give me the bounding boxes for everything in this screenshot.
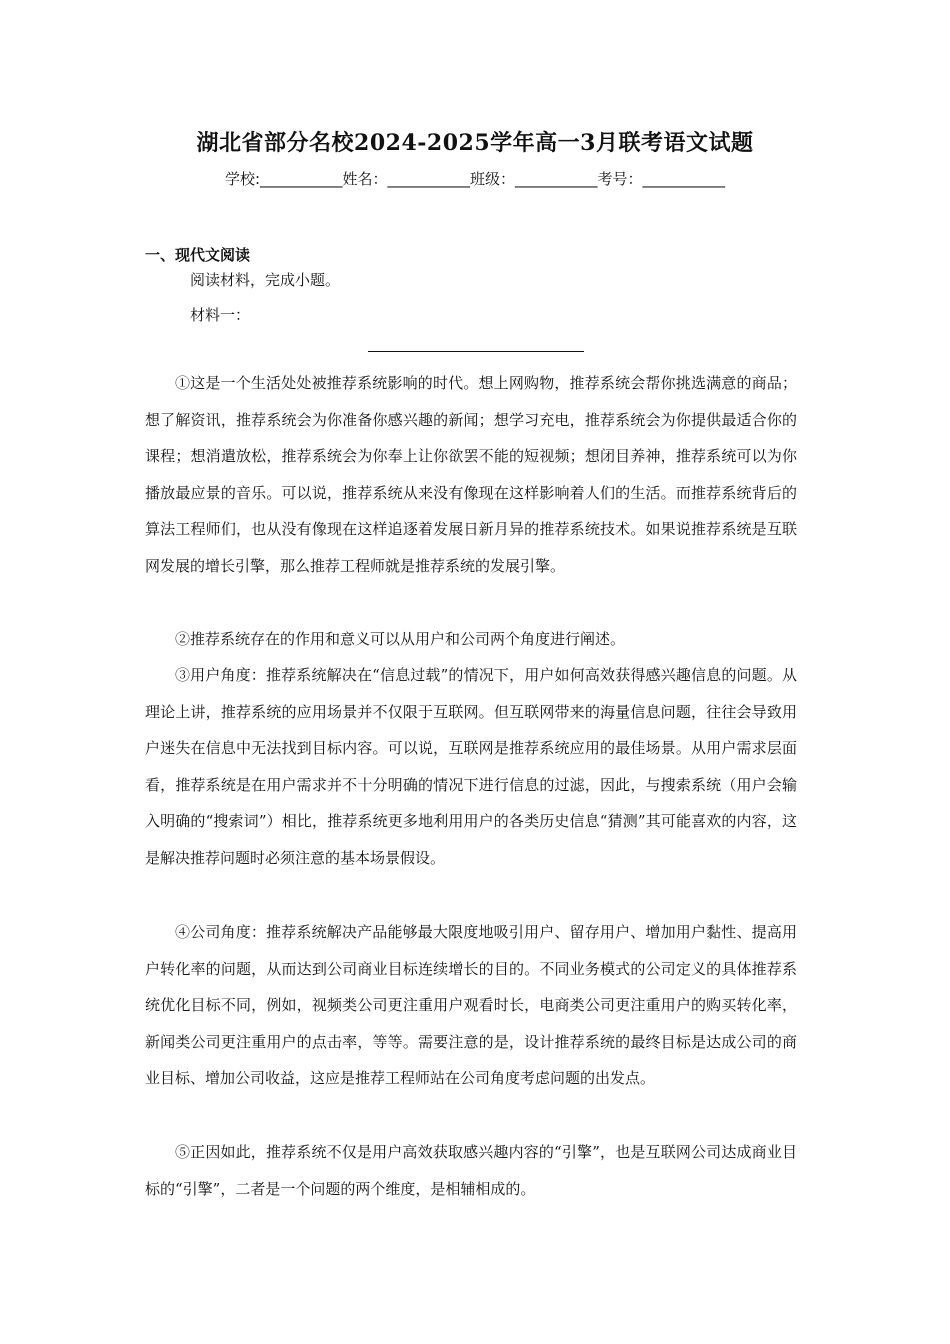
material-label: 材料一： xyxy=(190,306,251,324)
paragraph-2: ②推荐系统存在的作用和意义可以从用户和公司两个角度进行阐述。 xyxy=(175,630,626,648)
exam-title: 湖北省部分名校2024-2025学年高一3月联考语文试题 xyxy=(196,130,754,156)
paragraph-5: ⑤正因如此，推荐系统不仅是用户高效获取感兴趣内容的“引擎”，也是互联网公司达成商业目标的“引擎”，二者是一个问题的两个维度，是相辅相成的。 xyxy=(145,1143,797,1198)
student-info-line: 学校:___________姓名：___________班级：___________考号：___________ xyxy=(224,170,726,188)
paragraph-4: ④公司角度：推荐系统解决产品能够最大限度地吸引用户、留存用户、增加用户黏性、提高用户转化率的问题，从而达到公司商业目标连续增长的目的。不同业务模式的公司定义的具体推荐系统优化目标不同，例如，视频类公司更注重用户观看时长，电商类公司更注重用户的购买转化率，新闻类公司更注重用户的点击率，等等。需要注意的是，设计推荐系统的最终目标是达成公司的商业目标、增加公司收益，这应是推荐工程师站在公司角度考虑问题的出发点。 xyxy=(145,923,797,1088)
reading-instruction: 阅读材料，完成小题。 xyxy=(190,271,341,289)
material-title-blank-line xyxy=(368,351,584,352)
section-heading: 一、现代文阅读 xyxy=(145,246,251,264)
paragraph-3: ③用户角度：推荐系统解决在“信息过载”的情况下，用户如何高效获得感兴趣信息的问题。从理论上讲，推荐系统的应用场景并不仅限于互联网。但互联网带来的海量信息问题，往往会导致用户迷失在信息中无法找到目标内容。可以说，互联网是推荐系统应用的最佳场景。从用户需求层面看，推荐系统是在用户需求并不十分明确的情况下进行信息的过滤，因此，与搜索系统（用户会输入明确的“搜索词”）相比，推荐系统更多地利用用户的各类历史信息“猜测”其可能喜欢的内容，这是解决推荐问题时必须注意的基本场景假设。 xyxy=(145,666,797,867)
paragraph-1: ①这是一个生活处处被推荐系统影响的时代。想上网购物，推荐系统会帮你挑选满意的商品；想了解资讯，推荐系统会为你准备你感兴趣的新闻；想学习充电，推荐系统会为你提供最适合你的课程；想消遣放松，推荐系统会为你奉上让你欲罢不能的短视频；想闭目养神，推荐系统可以为你播放最应景的音乐。可以说，推荐系统从来没有像现在这样影响着人们的生活。而推荐系统背后的算法工程师们，也从没有像现在这样追逐着发展日新月异的推荐系统技术。如果说推荐系统是互联网发展的增长引擎，那么推荐工程师就是推荐系统的发展引擎。 xyxy=(145,374,797,575)
